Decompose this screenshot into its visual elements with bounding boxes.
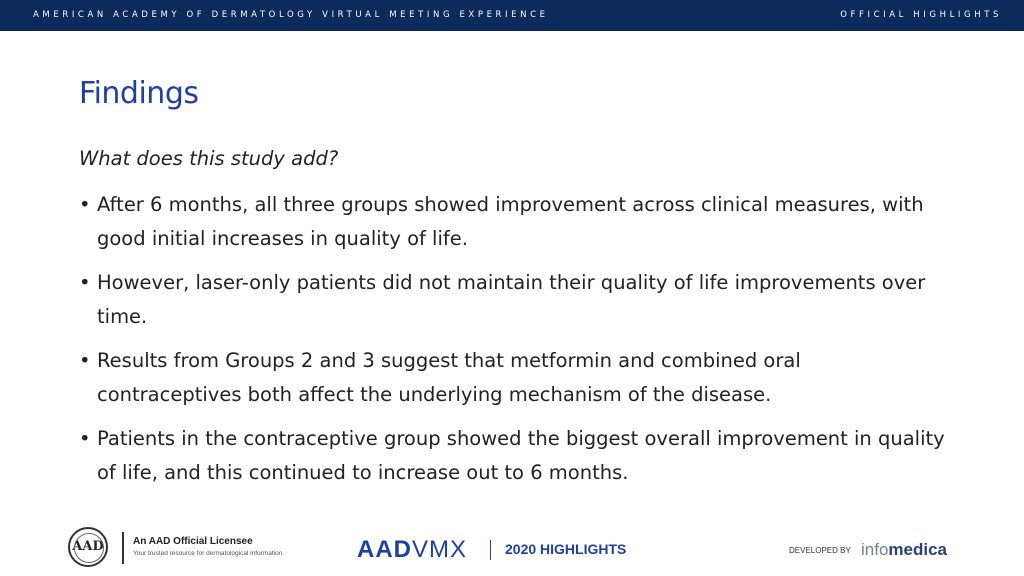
infomedica-logo bbox=[861, 540, 947, 560]
footer bbox=[0, 520, 1024, 576]
bullet-item bbox=[79, 188, 949, 256]
bullet-text: Patients in the contraceptive group showed the biggest overall improvement in quality of life, and this continued to increase out to 6 months. bbox=[97, 427, 945, 484]
seal-text: AAD bbox=[72, 539, 104, 554]
aadvmx-logo bbox=[357, 536, 467, 564]
header-right-text: OFFICIAL HIGHLIGHTS bbox=[840, 10, 1002, 20]
bullet-list bbox=[79, 188, 949, 500]
infomedica-part-b: medica bbox=[888, 540, 948, 559]
divider bbox=[122, 532, 124, 564]
bullet-text: However, laser-only patients did not maintain their quality of life improvements over time. bbox=[97, 271, 926, 328]
brand-thin: VMX bbox=[412, 536, 468, 563]
infomedica-part-a: info bbox=[861, 540, 889, 559]
bullet-item bbox=[79, 422, 949, 490]
slide-subtitle: What does this study add? bbox=[79, 147, 339, 170]
bullet-dot: • bbox=[79, 427, 91, 450]
bullet-text: After 6 months, all three groups showed improvement across clinical measures, with good initial increases in quality of life. bbox=[97, 193, 924, 250]
slide-title: Findings bbox=[79, 76, 199, 111]
header-left-text: AMERICAN ACADEMY OF DERMATOLOGY VIRTUAL MEETING EXPERIENCE bbox=[33, 10, 549, 20]
bullet-item bbox=[79, 266, 949, 334]
bullet-dot: • bbox=[79, 193, 91, 216]
bullet-dot: • bbox=[79, 271, 91, 294]
licensee-title: An AAD Official Licensee bbox=[133, 536, 253, 547]
highlights-label: 2020 HIGHLIGHTS bbox=[505, 541, 627, 557]
brand-bold: AAD bbox=[357, 536, 412, 563]
bullet-dot: • bbox=[79, 349, 91, 372]
divider bbox=[490, 540, 491, 560]
bullet-item bbox=[79, 344, 949, 412]
bullet-text: Results from Groups 2 and 3 suggest that metformin and combined oral contraceptives both affect the underlying mechanism of the disease. bbox=[97, 349, 801, 406]
header-bar bbox=[0, 0, 1024, 31]
licensee-subtitle: Your trusted resource for dermatological information. bbox=[133, 550, 285, 557]
aad-seal-logo bbox=[68, 527, 108, 567]
developed-by-label: DEVELOPED BY bbox=[789, 546, 851, 555]
